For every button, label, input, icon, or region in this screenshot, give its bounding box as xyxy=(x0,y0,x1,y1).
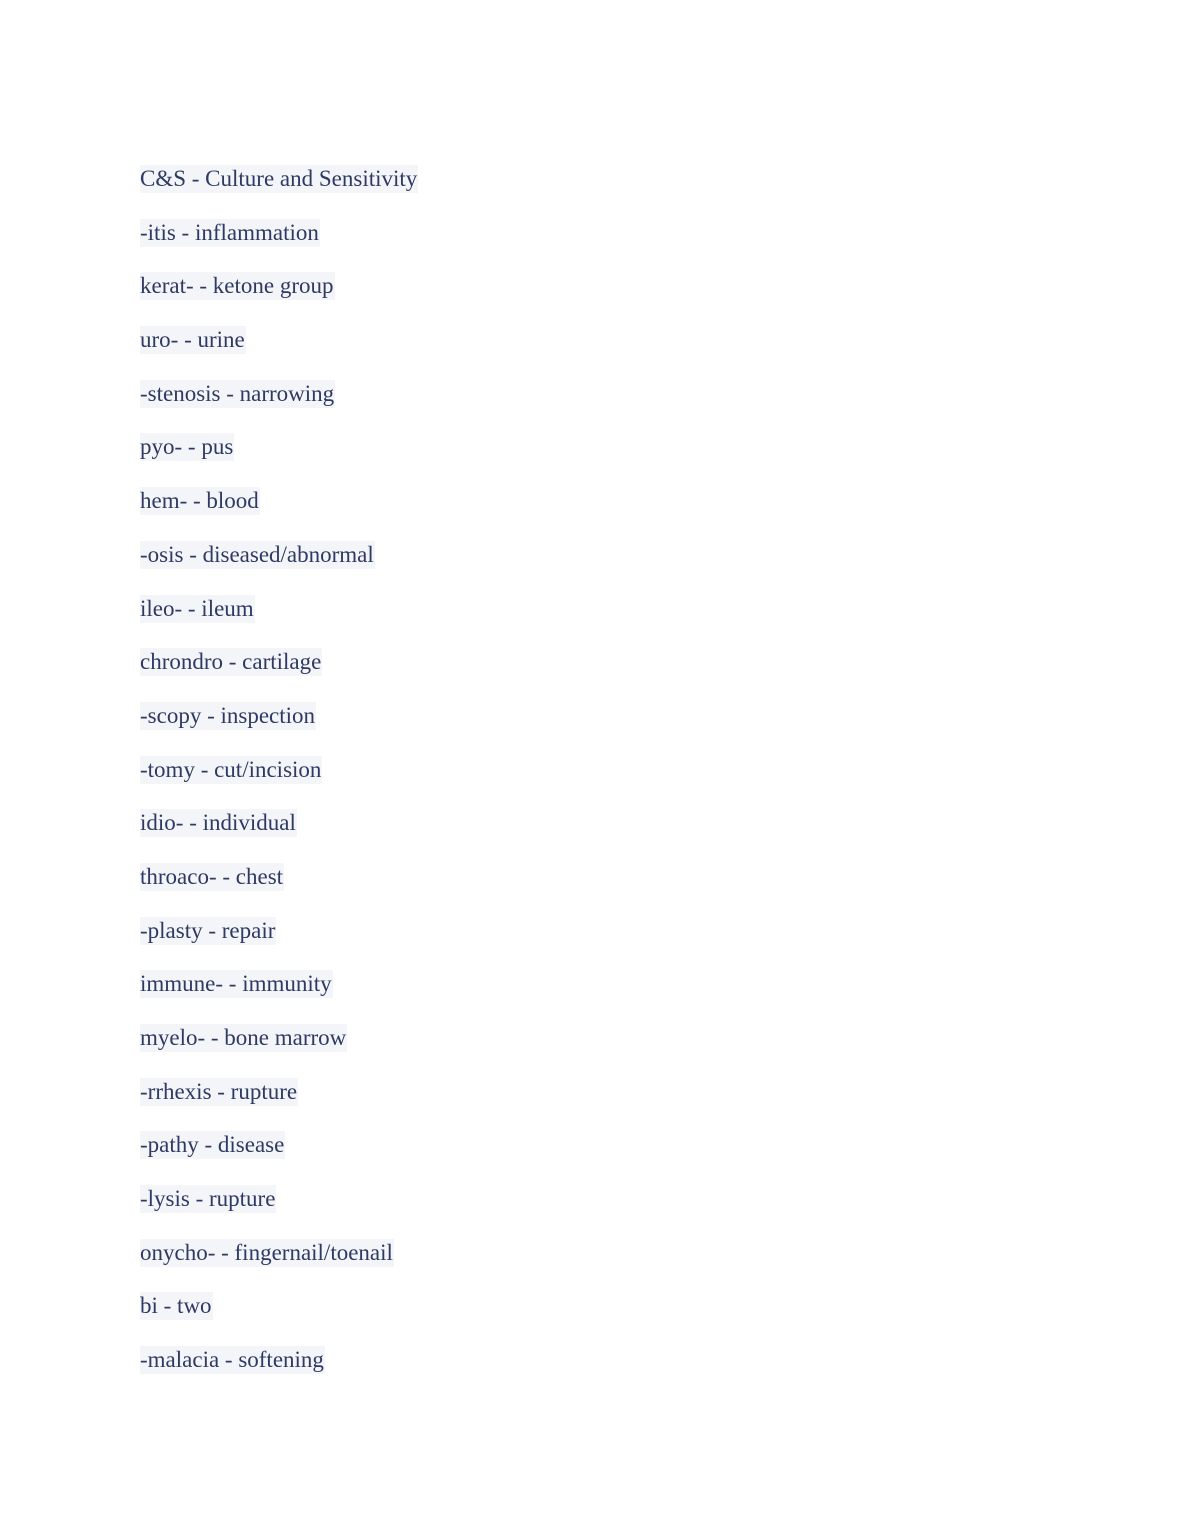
term-entry: C&S - Culture and Sensitivity xyxy=(140,166,418,191)
term-entry: -lysis - rupture xyxy=(140,1186,276,1212)
list-item xyxy=(140,541,1040,595)
term-entry: uro- - urine xyxy=(140,327,245,353)
term-entry: -malacia - softening xyxy=(140,1347,324,1373)
list-item xyxy=(140,433,1040,487)
term-entry: ileo- - ileum xyxy=(140,595,254,621)
list-item xyxy=(140,1292,1040,1346)
term-entry: throaco- - chest xyxy=(140,863,284,889)
term-entry: hem- - blood xyxy=(140,488,259,514)
list-item xyxy=(140,1346,1040,1400)
term-entry: -tomy - cut/incision xyxy=(140,756,322,782)
list-item xyxy=(140,917,1040,971)
term-entry: -plasty - repair xyxy=(140,917,276,943)
term-entry: onycho- - fingernail/toenail xyxy=(140,1239,393,1265)
list-item xyxy=(140,272,1040,326)
list-item xyxy=(140,595,1040,649)
document-page xyxy=(140,165,1040,1400)
list-item xyxy=(140,219,1040,273)
list-item xyxy=(140,1239,1040,1293)
term-entry: -pathy - disease xyxy=(140,1132,285,1158)
term-entry: -scopy - inspection xyxy=(140,702,316,728)
list-item xyxy=(140,756,1040,810)
term-entry: -osis - diseased/abnormal xyxy=(140,541,374,567)
term-entry: -rrhexis - rupture xyxy=(140,1078,298,1104)
term-entry: -stenosis - narrowing xyxy=(140,380,335,406)
list-item xyxy=(140,165,1040,219)
term-entry: chrondro - cartilage xyxy=(140,649,322,675)
term-entry: idio- - individual xyxy=(140,810,296,836)
term-entry: -itis - inflammation xyxy=(140,219,319,245)
term-list xyxy=(140,165,1040,1400)
list-item xyxy=(140,863,1040,917)
list-item xyxy=(140,487,1040,541)
term-entry: immune- - immunity xyxy=(140,971,332,997)
list-item xyxy=(140,702,1040,756)
term-entry: bi - two xyxy=(140,1293,212,1319)
list-item xyxy=(140,648,1040,702)
list-item xyxy=(140,1024,1040,1078)
list-item xyxy=(140,970,1040,1024)
list-item xyxy=(140,1078,1040,1132)
term-entry: pyo- - pus xyxy=(140,434,234,460)
term-entry: myelo- - bone marrow xyxy=(140,1025,347,1050)
list-item xyxy=(140,1131,1040,1185)
list-item xyxy=(140,809,1040,863)
term-entry: kerat- - ketone group xyxy=(140,273,334,299)
list-item xyxy=(140,380,1040,434)
list-item xyxy=(140,1185,1040,1239)
list-item xyxy=(140,326,1040,380)
